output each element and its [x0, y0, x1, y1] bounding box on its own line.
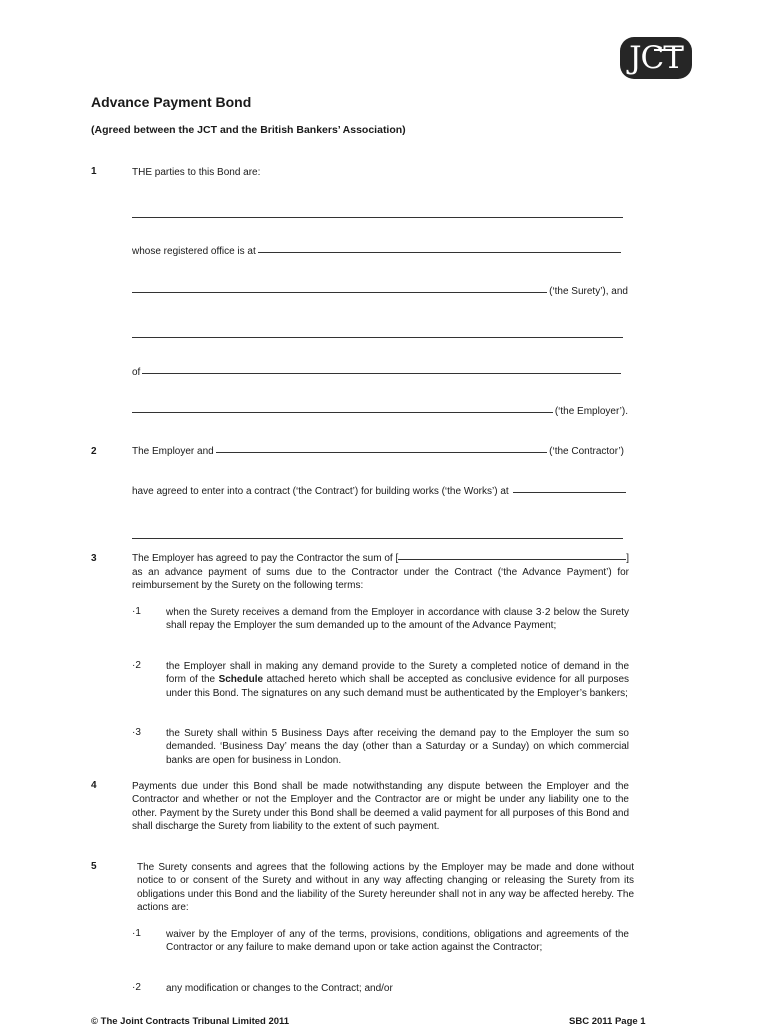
footer-page-label: SBC 2011 Page 1: [569, 1016, 646, 1027]
surety-address-line[interactable]: [132, 292, 547, 293]
surety-name-line[interactable]: [132, 217, 623, 218]
clause-5-number: 5: [91, 861, 97, 872]
document-title: Advance Payment Bond: [91, 94, 252, 110]
clause-3-3-text: the Surety shall within 5 Business Days after receiving the demand pay to the Employer the sum so demanded. ‘Business Day’ means the day (other than a Saturday or a Sunday) on which commercial banks are open for business in London.: [166, 728, 629, 766]
clause-5-1-text: waiver by the Employer of any of the terms, provisions, conditions, obligations and agreements of the Contractor or any failure to make demand upon or take action against the Contractor;: [166, 929, 629, 954]
clause-3-1-number: ·1: [132, 606, 141, 617]
employer-suffix: (‘the Employer’).: [554, 406, 628, 417]
registered-office-row: [132, 246, 623, 257]
clause-3-number: 3: [91, 553, 97, 564]
employer-name-line[interactable]: [132, 337, 623, 338]
schedule-keyword: Schedule: [218, 674, 264, 686]
clause-3-body: as an advance payment of sums due to the Contractor under the Contract (‘the Advance Payment’) for reimbursement by the Surety on the following terms:: [132, 567, 629, 592]
clause-5-text: The Surety consents and agrees that the following actions by the Employer may be made and done without notice to or consent of the Surety and without in any way affecting changing or releasing the Surety from its obligations under this Bond and the liability of the Surety hereunder shall not in any way be affected hereby. The actions are:: [137, 862, 634, 914]
footer-copyright: © The Joint Contracts Tribunal Limited 2011: [91, 1016, 290, 1027]
registered-office-label: whose registered office is at: [132, 246, 256, 257]
clause-4-number: 4: [91, 780, 97, 791]
clause-1-number: 1: [91, 166, 97, 177]
clause-3-3-number: ·3: [132, 727, 141, 738]
clause-2-prefix: The Employer and: [132, 446, 214, 457]
clause-2-number: 2: [91, 446, 97, 457]
clause-3-1-text: when the Surety receives a demand from the Employer in accordance with clause 3·2 below the Surety shall repay the Employer the sum demanded up to the amount of the Advance Payment;: [166, 607, 629, 632]
of-label: of: [132, 367, 141, 378]
contractor-suffix: (‘the Contractor’): [549, 446, 624, 457]
clause-3-2-text: [166, 660, 629, 700]
advance-sum-suffix: ]: [626, 553, 629, 564]
employer-of-row: [132, 367, 623, 378]
clause-4-text: Payments due under this Bond shall be made notwithstanding any dispute between the Employer and the Contractor and whether or not the Employer and the Contractor are or might be under any liability one to the other. Payment by the Surety under this Bond shall be deemed a valid payment for all purposes of this Bond and shall discharge the Surety from liability to the extent of such payment.: [132, 781, 629, 833]
registered-office-line[interactable]: [258, 252, 621, 253]
employer-address-line-2[interactable]: [132, 412, 553, 413]
employer-row: [132, 406, 628, 417]
advance-sum-line[interactable]: [398, 559, 626, 560]
advance-sum-row: [132, 553, 629, 564]
clause-5-1-number: ·1: [132, 928, 141, 939]
advance-sum-prefix: The Employer has agreed to pay the Contractor the sum of [: [132, 553, 399, 564]
surety-suffix: (‘the Surety’), and: [549, 286, 628, 297]
works-location-line[interactable]: [513, 492, 626, 493]
contractor-name-line[interactable]: [216, 452, 547, 453]
clause-1-intro: THE parties to this Bond are:: [132, 167, 261, 178]
clause-3-2-number: ·2: [132, 660, 141, 671]
clause-3-2-text-before: the Employer shall in making any demand provide to the Surety a completed notice of demand in the form of the: [166, 661, 629, 686]
agreement-row: [132, 486, 626, 497]
clause-5-2-number: ·2: [132, 982, 141, 993]
clause-3-2-text-after: attached hereto which shall be accepted as conclusive evidence for all purposes under this Bond. The signatures on any such demand must be authenticated by the Employer’s bankers;: [166, 674, 630, 699]
works-location-line-2[interactable]: [132, 538, 623, 539]
employer-address-line[interactable]: [142, 373, 621, 374]
agreement-text: have agreed to enter into a contract (‘the Contract’) for building works (‘the Works’) at: [132, 486, 509, 497]
surety-row: [132, 286, 628, 297]
document-subtitle: (Agreed between the JCT and the British Bankers’ Association): [91, 124, 406, 136]
jct-logo: [620, 37, 692, 79]
clause-5-2-text: any modification or changes to the Contract; and/or: [166, 983, 393, 994]
logo-text: JCT: [629, 40, 683, 76]
contractor-row: [132, 446, 624, 457]
